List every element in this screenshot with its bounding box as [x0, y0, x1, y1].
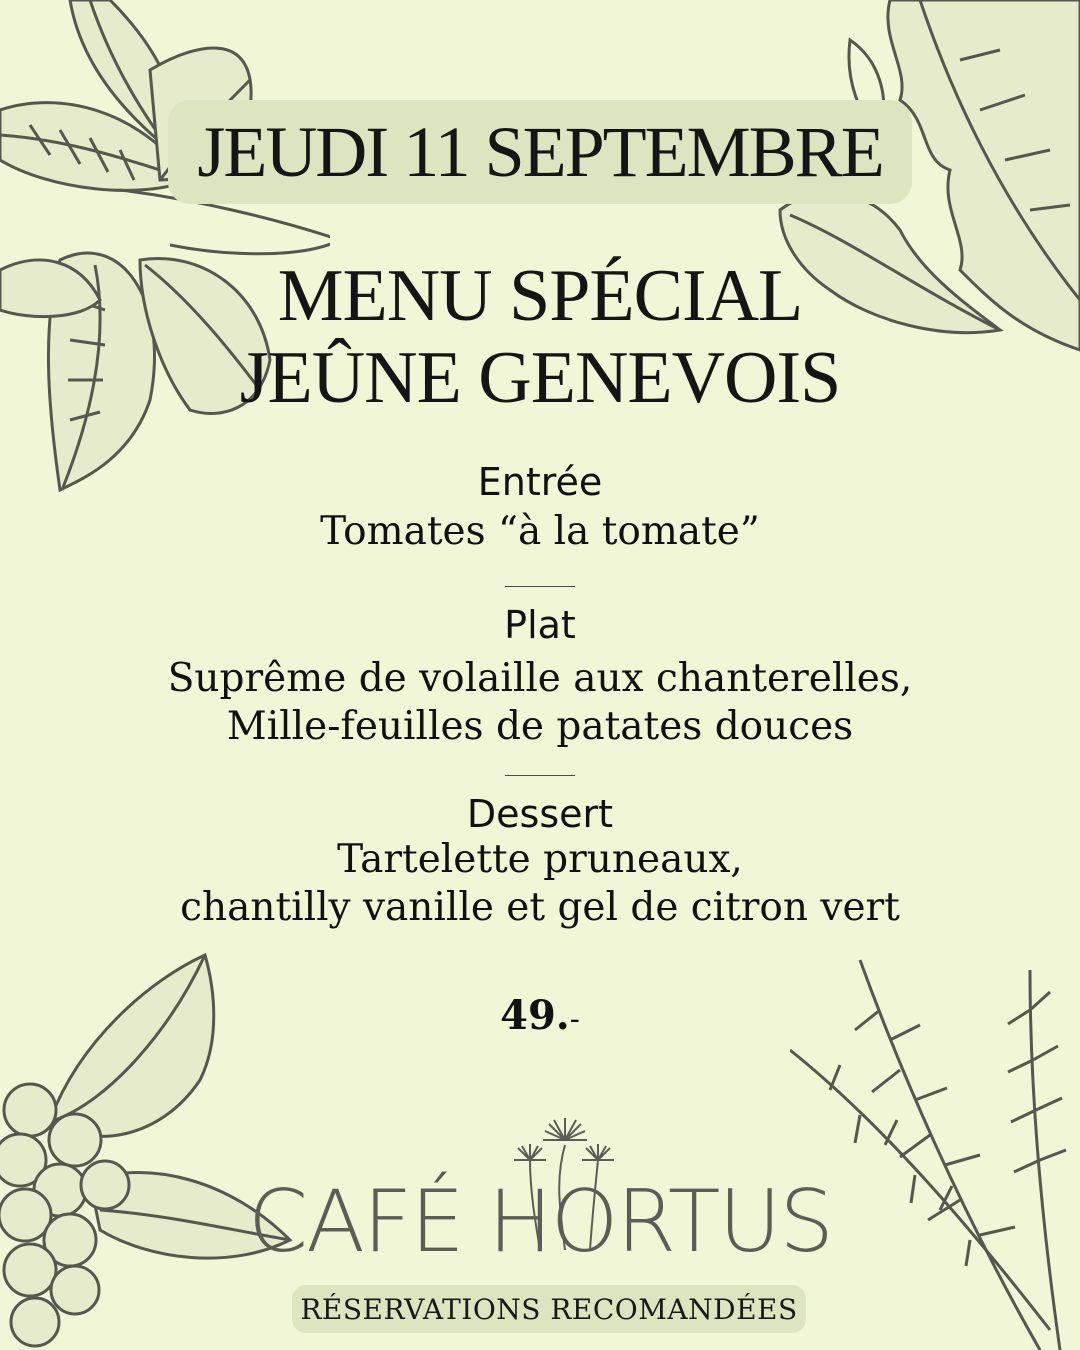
- date-banner: [168, 100, 912, 204]
- menu-title-line2: JEÛNE GENEVOIS: [239, 337, 841, 419]
- logo-text: CAFÉ HORTUS: [248, 1172, 832, 1272]
- course-desc-plat-line2: Mille-feuilles de patates douces: [226, 704, 854, 749]
- reservation-text: RÉSERVATIONS RECOMANDÉES: [300, 1292, 798, 1326]
- date-text: JEUDI 11 SEPTEMBRE: [197, 111, 883, 192]
- course-label-plat: Plat: [504, 603, 576, 647]
- divider: [505, 775, 575, 776]
- course-label-entree: Entrée: [477, 460, 603, 504]
- menu-title-line1: MENU SPÉCIAL: [277, 255, 803, 337]
- divider: [505, 586, 575, 587]
- course-desc-dessert-line2: chantilly vanille et gel de citron vert: [180, 885, 900, 930]
- mint-leaves-illustration: [0, 0, 330, 500]
- course-label-dessert: Dessert: [466, 792, 614, 836]
- course-desc-dessert-line1: Tartelette pruneaux,: [337, 837, 743, 882]
- price-amount: 49.: [500, 992, 570, 1039]
- price-suffix: -: [569, 1002, 580, 1037]
- course-desc-entree: Tomates “à la tomate”: [320, 509, 760, 554]
- reservation-banner: [292, 1285, 806, 1333]
- price: [0, 992, 1080, 1039]
- course-desc-plat-line1: Suprême de volaille aux chanterelles,: [167, 656, 913, 701]
